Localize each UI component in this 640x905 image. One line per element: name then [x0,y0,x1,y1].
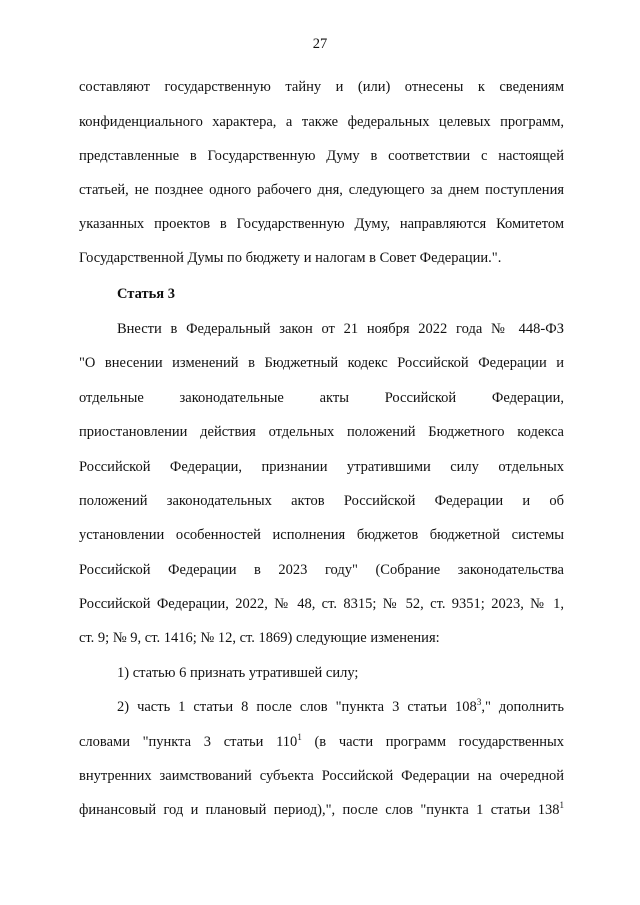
text-line: Внести в Федеральный закон от 21 ноября 2022 года № 448-ФЗ [117,321,564,337]
article-heading: Статья 3 [117,286,175,302]
text-line: "О внесении изменений в Бюджетный кодекс Российской Федерации и [79,355,564,371]
text-line: Российской Федерации, 2022, № 48, ст. 8315; № 52, ст. 9351; 2023, № 1, [79,596,564,612]
page-number: 27 [312,36,328,52]
text-line: статьей, не позднее одного рабочего дня, следующего за днем поступления [79,182,564,198]
text-line: внутренних заимствований субъекта Российской Федерации на очередной [79,768,564,784]
text-line: установлении особенностей исполнения бюджетов бюджетной системы [79,527,564,543]
text-line [79,734,564,751]
text-span: 2) часть 1 статьи 8 после слов "пункта 3 статьи 108 [117,699,477,715]
text-line: указанных проектов в Государственную Думу, направляются Комитетом [79,216,564,232]
text-line: Государственной Думы по бюджету и налогам в Совет Федерации.". [79,250,502,266]
text-line [79,802,564,819]
text-span: словами "пункта 3 статьи 110 [79,734,298,750]
text-line: положений законодательных актов Российской Федерации и об [79,493,564,509]
text-line: Российской Федерации, признании утратившими силу отдельных [79,459,564,475]
list-item-2-line [117,699,564,716]
text-line: представленные в Государственную Думу в соответствии с настоящей [79,148,564,164]
text-line: отдельные законодательные акты Российской Федерации, [79,390,564,406]
list-item-1: 1) статью 6 признать утратившей силу; [117,665,359,681]
superscript: 3 [476,697,482,708]
text-line: приостановлении действия отдельных положений Бюджетного кодекса [79,424,564,440]
superscript: 1 [559,800,564,811]
text-line: Российской Федерации в 2023 году" (Собрание законодательства [79,562,564,578]
text-span: (в части программ государственных [301,734,564,750]
superscript: 1 [297,732,302,743]
text-span: ," дополнить [481,699,565,715]
text-line: ст. 9; № 9, ст. 1416; № 12, ст. 1869) следующие изменения: [79,630,440,646]
text-line: составляют государственную тайну и (или) отнесены к сведениям [79,79,564,95]
text-line: конфиденциального характера, а также федеральных целевых программ, [79,114,564,130]
text-span: финансовый год и плановый период),", после слов "пункта 1 статьи 138 [79,802,560,818]
